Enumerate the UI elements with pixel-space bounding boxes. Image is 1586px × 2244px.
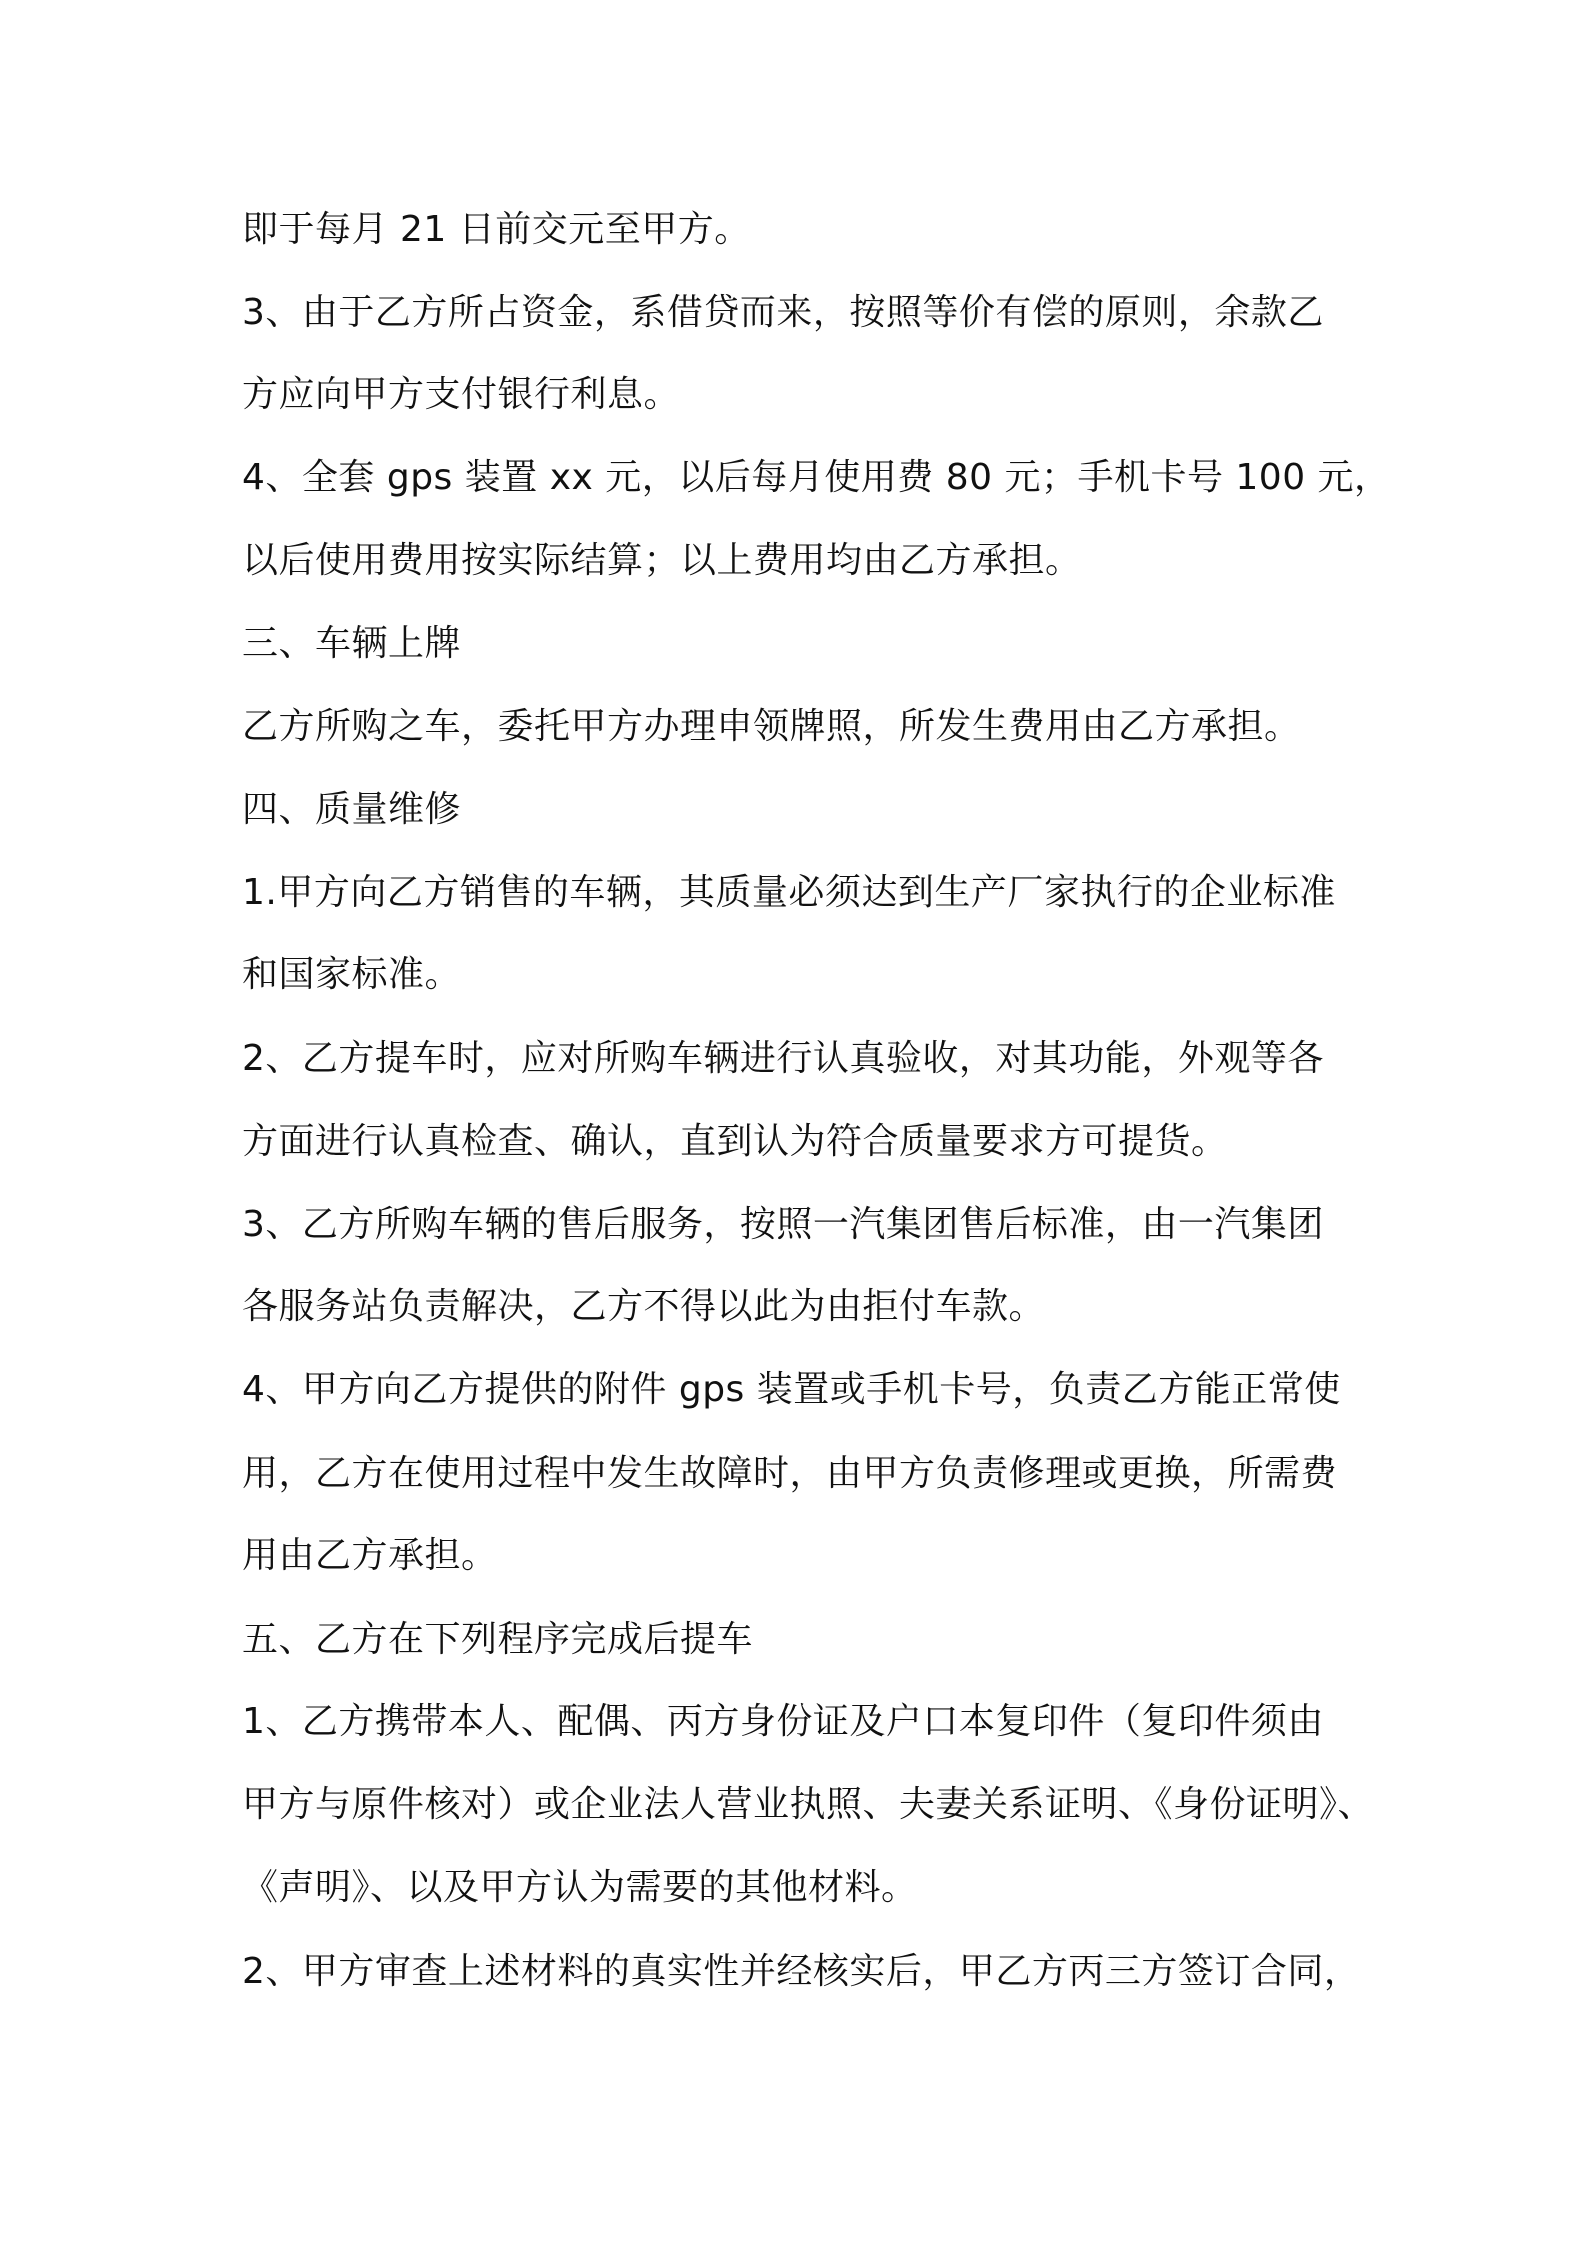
text-line: 1.甲方向乙方销售的车辆，其质量必须达到生产厂家执行的企业标准	[242, 872, 1336, 913]
text-line: 2、甲方审查上述材料的真实性并经核实后，甲乙方丙三方签订合同，	[242, 1951, 1361, 1992]
section-heading: 四、质量维修	[242, 789, 462, 830]
text-line: 甲方与原件核对）或企业法人营业执照、夫妻关系证明、《身份证明》、	[242, 1784, 1375, 1825]
text-line: 1、乙方携带本人、配偶、丙方身份证及户口本复印件（复印件须由	[242, 1701, 1324, 1742]
text-line: 方应向甲方支付银行利息。	[242, 374, 681, 415]
text-line: 4、甲方向乙方提供的附件 gps 装置或手机卡号，负责乙方能正常使	[242, 1369, 1341, 1410]
text-line: 和国家标准。	[242, 954, 462, 995]
text-line: 4、全套 gps 装置 xx 元，以后每月使用费 80 元；手机卡号 100 元，	[242, 457, 1391, 498]
text-line: 以后使用费用按实际结算；以上费用均由乙方承担。	[242, 540, 1082, 581]
section-heading: 三、车辆上牌	[242, 623, 462, 664]
text-line: 即于每月 21 日前交元至甲方。	[242, 209, 751, 250]
text-line: 《声明》、以及甲方认为需要的其他材料。	[242, 1867, 918, 1908]
text-line: 2、乙方提车时，应对所购车辆进行认真验收，对其功能，外观等各	[242, 1038, 1324, 1079]
text-line: 3、乙方所购车辆的售后服务，按照一汽集团售后标准，由一汽集团	[242, 1204, 1324, 1245]
section-heading: 五、乙方在下列程序完成后提车	[242, 1619, 754, 1660]
text-line: 方面进行认真检查、确认，直到认为符合质量要求方可提货。	[242, 1121, 1228, 1162]
text-line: 各服务站负责解决，乙方不得以此为由拒付车款。	[242, 1286, 1046, 1327]
text-line: 用，乙方在使用过程中发生故障时，由甲方负责修理或更换，所需费	[242, 1453, 1338, 1494]
text-line: 用由乙方承担。	[242, 1535, 498, 1576]
text-line: 3、由于乙方所占资金，系借贷而来，按照等价有偿的原则，余款乙	[242, 292, 1324, 333]
text-line: 乙方所购之车，委托甲方办理申领牌照，所发生费用由乙方承担。	[242, 706, 1301, 747]
